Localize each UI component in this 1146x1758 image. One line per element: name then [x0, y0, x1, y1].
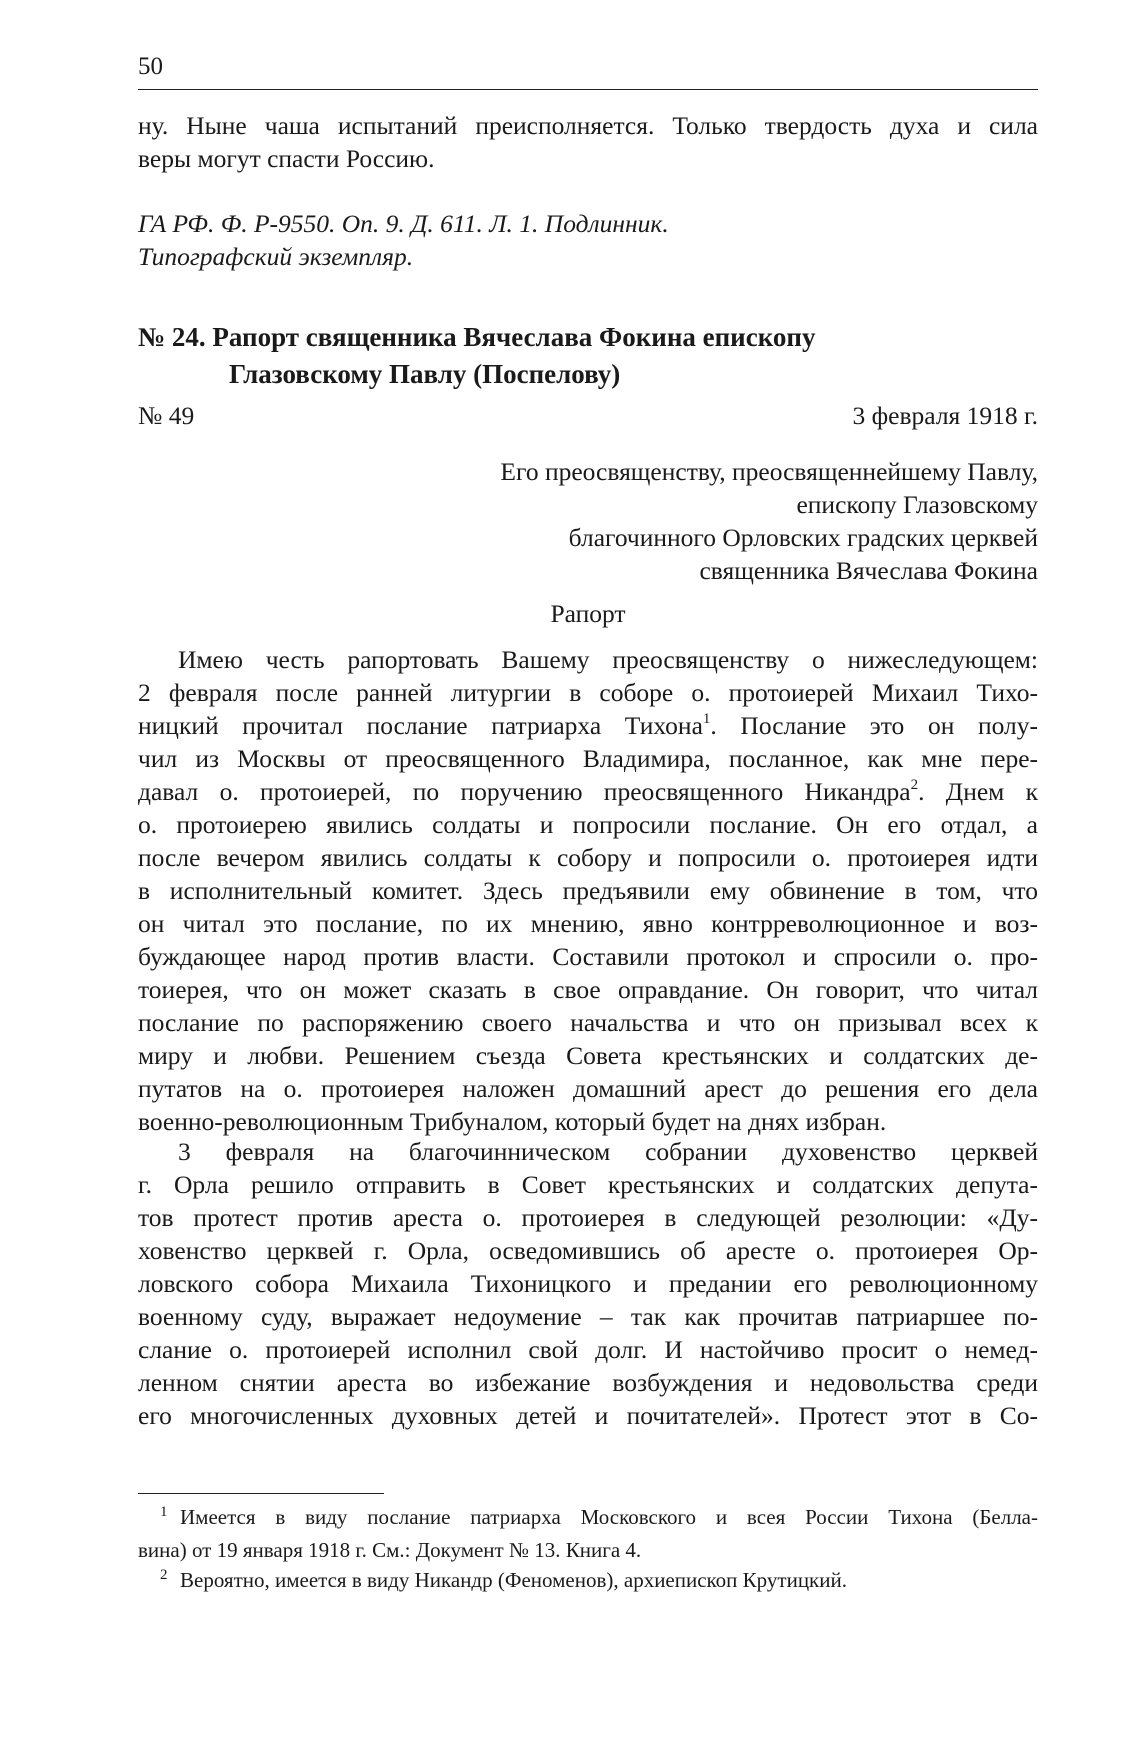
body-line: г. Орла решило отправить в Совет крестьянских и солдатских депута- — [138, 1170, 1038, 1199]
footnote-2: 2 Вероятно, имеется в виду Никандр (Феноменов), архиепископ Крутицкий. — [138, 1565, 1038, 1598]
body-line: ницкий прочитал послание патриарха Тихона$^1$. Послание это он полу- — [138, 710, 1039, 740]
footnote-1: 1 Имеется в виду послание патриарха Московского и всея России Тихона (Белла- — [138, 1502, 1038, 1535]
footnote-1-continued: вина) от 19 января 1918 г. См.: Документ № 13. Книга 4. — [138, 1538, 642, 1562]
body-line: он читал это послание, по их мнению, явно контрреволюционное и воз- — [138, 909, 1038, 938]
body-line: буждающее народ против власти. Составили протокол и спросили о. про- — [138, 942, 1038, 971]
addressee-line: благочинного Орловских градских церквей — [568, 523, 1038, 552]
footnote-ref[interactable]: 1 — [702, 710, 711, 727]
source-line: ГА РФ. Ф. Р-9550. Оп. 9. Д. 611. Л. 1. Подлинник. — [138, 209, 669, 238]
footnote-mark: 2 — [160, 1567, 168, 1583]
title-line-2: Глазовскому Павлу (Поспелову) — [229, 359, 621, 389]
report-heading: Рапорт — [550, 599, 626, 628]
body-line: ловского собора Михаила Тихоницкого и предании его революционному — [138, 1269, 1038, 1298]
footnotes — [138, 1502, 1038, 1598]
body-line: тов протест против ареста о. протоиерея в следующей резолюции: «Ду- — [138, 1203, 1038, 1232]
body-line: тоиерея, что он может сказать в свое оправдание. Он говорит, что читал — [138, 975, 1038, 1004]
book-page — [138, 0, 1038, 1758]
addressee-line: епископу Глазовскому — [796, 490, 1038, 519]
intro-line: ну. Ныне чаша испытаний преисполняется. Только твердость духа и сила — [138, 111, 1038, 140]
footnote-rule — [138, 1493, 384, 1494]
number-date-row — [138, 399, 1038, 432]
header-rule — [138, 89, 1038, 90]
body-line: Имею честь рапортовать Вашему преосвященству о нижеследующем: — [178, 645, 1038, 674]
body-line: давал о. протоиерей, по поручению преосвященного Никандра$^2$. Днем к — [138, 776, 1039, 806]
intro-line: веры могут спасти Россию. — [138, 144, 435, 173]
body-line: его многочисленных духовных детей и почитателей». Протест этот в Со- — [138, 1401, 1038, 1430]
intro-paragraph — [138, 109, 1038, 175]
body-line: о. протоиерею явились солдаты и попросили послание. Он его отдал, а — [138, 810, 1038, 839]
body-line: чил из Москвы от преосвященного Владимира, посланное, как мне пере- — [138, 744, 1038, 773]
document-number: № 49 — [138, 401, 195, 430]
body-line: 3 февраля на благочинническом собрании духовенство церквей — [178, 1137, 1038, 1166]
footnote-mark: 1 — [160, 1504, 168, 1520]
document-title — [138, 319, 1038, 393]
body-line: слание о. протоиерей исполнил свой долг. И настойчиво просит о немед- — [138, 1335, 1038, 1364]
body-line: военному суду, выражает недоумение – так как прочитав патриаршее по- — [138, 1302, 1038, 1331]
body-line: 2 февраля после ранней литургии в соборе о. протоиерей Михаил Тихо- — [138, 678, 1038, 707]
body-paragraph-2 — [138, 1135, 1038, 1432]
addressee-line: священника Вячеслава Фокина — [699, 556, 1038, 585]
document-date: 3 февраля 1918 г. — [852, 401, 1038, 430]
body-line: путатов на о. протоиерея наложен домашний арест до решения его дела — [138, 1074, 1038, 1103]
body-line: миру и любви. Решением съезда Совета крестьянских и солдатских де- — [138, 1041, 1038, 1070]
footnote-ref[interactable]: 2 — [910, 776, 919, 793]
title-line-1: № 24. Рапорт священника Вячеслава Фокина епископу — [138, 322, 816, 352]
addressee-line: Его преосвященству, преосвященнейшему Павлу, — [500, 457, 1038, 486]
page-number: 50 — [138, 53, 163, 80]
body-line: ленном снятии ареста во избежание возбуждения и недовольства среди — [138, 1368, 1038, 1397]
source-line: Типографский экземпляр. — [138, 242, 414, 271]
body-line: в исполнительный комитет. Здесь предъявили ему обвинение в том, что — [138, 876, 1038, 905]
body-line: ховенство церквей г. Орла, осведомившись об аресте о. протоиерея Ор- — [138, 1236, 1038, 1265]
addressee-block — [138, 455, 1038, 587]
archival-source — [138, 207, 1038, 273]
body-paragraph-1 — [138, 643, 1038, 1138]
body-line: после вечером явились солдаты к собору и попросили о. протоиерея идти — [138, 843, 1038, 872]
body-line: военно-революционным Трибуналом, который будет на днях избран. — [138, 1107, 887, 1136]
body-line: послание по распоряжению своего начальства и что он призывал всех к — [138, 1008, 1038, 1037]
